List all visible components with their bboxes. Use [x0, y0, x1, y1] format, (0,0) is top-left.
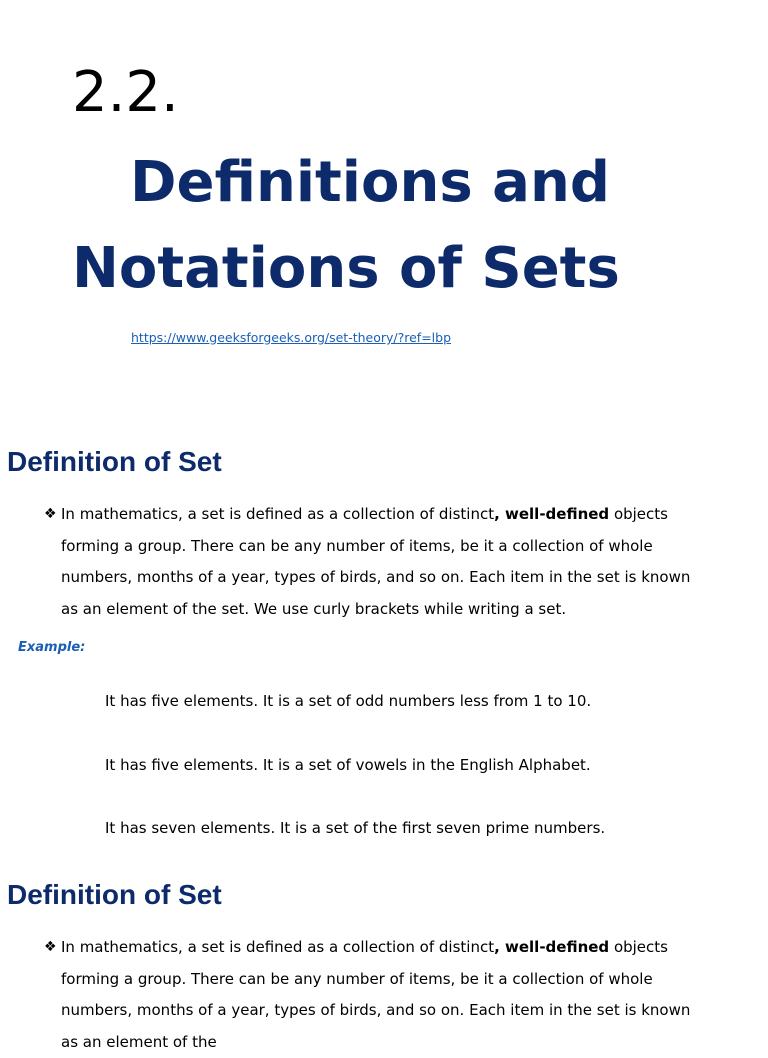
reference-link[interactable]: https://www.geeksforgeeks.org/set-theory/?ref=lbp [131, 330, 452, 345]
bullet-text-bold: , well-defined [494, 938, 610, 956]
example-line: It has seven elements. It is a set of the first seven prime numbers. [105, 819, 606, 837]
section-heading: Definition of Set [7, 879, 222, 910]
page-title [72, 140, 632, 312]
section-heading: Definition of Set [7, 446, 222, 477]
title-line-1: Definitions and [130, 150, 610, 215]
definition-bullet [44, 932, 704, 1058]
diamond-bullet-icon: ❖ [44, 506, 57, 522]
bullet-text-start: In mathematics, a set is defined as a collection of distinct [61, 938, 495, 956]
example-line: It has five elements. It is a set of vowels in the English Alphabet. [105, 756, 591, 774]
bullet-text-end: objects forming a group. There can be any number of items, be it a collection of whole numbers, months of a year, types of birds, and so on. Each item in the set is known as an element of the [61, 938, 691, 1051]
definition-bullet [44, 499, 704, 625]
title-line-2: Notations of Sets [72, 236, 620, 301]
example-label: Example: [18, 640, 86, 655]
bullet-text-bold: , well-defined [494, 505, 610, 523]
diamond-bullet-icon: ❖ [44, 939, 57, 955]
example-line: It has five elements. It is a set of odd numbers less from 1 to 10. [105, 692, 592, 710]
bullet-text [44, 499, 704, 625]
section-number: 2.2. [72, 60, 179, 125]
bullet-text [44, 932, 704, 1058]
bullet-text-start: In mathematics, a set is defined as a collection of distinct [61, 505, 495, 523]
bullet-text-end: objects forming a group. There can be any number of items, be it a collection of whole numbers, months of a year, types of birds, and so on. Each item in the set is known as an element of the set. We use curly brackets while writing a set. [61, 505, 691, 618]
